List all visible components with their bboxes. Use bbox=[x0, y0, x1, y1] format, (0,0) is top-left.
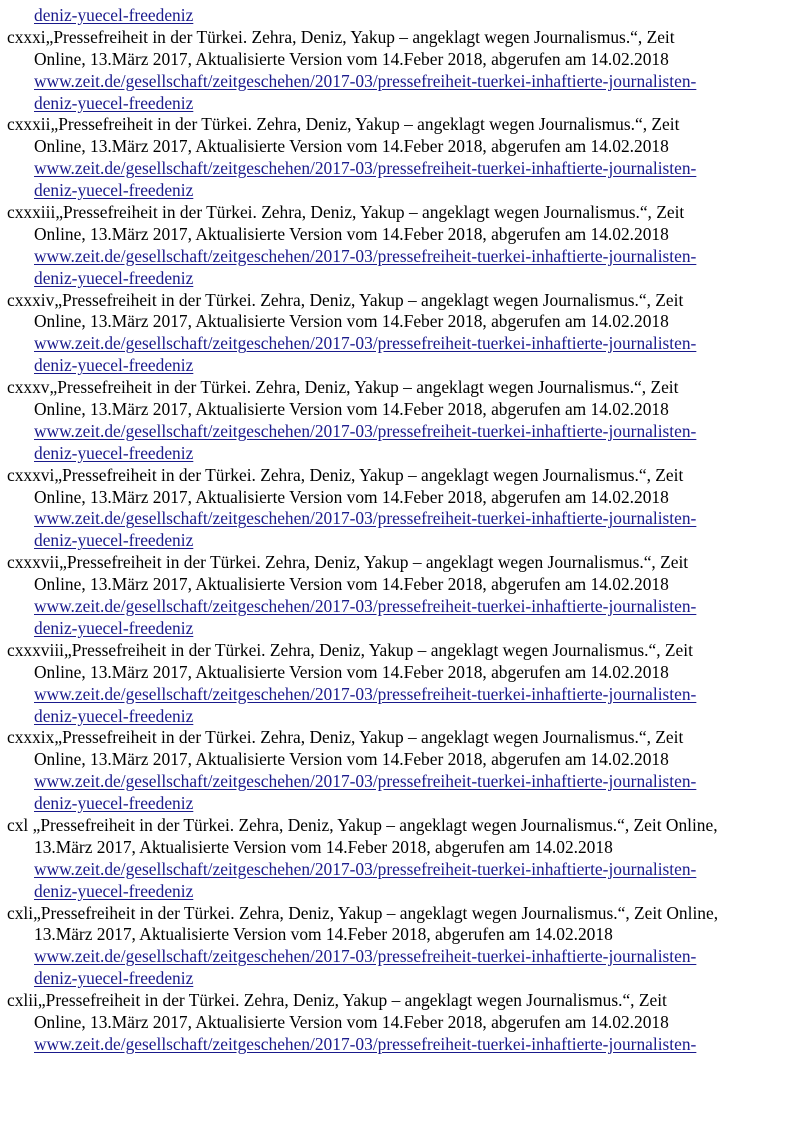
endnote-citation-text: „Pressefreiheit in der Türkei. Zehra, Deniz, Yakup – angeklagt wegen Journalismus.“, Zeit bbox=[64, 639, 693, 660]
endnote-url-link[interactable]: www.zeit.de/gesellschaft/zeitgeschehen/2017-03/pressefreiheit-tuerkei-inhaftierte-journalisten- bbox=[34, 596, 697, 617]
endnote-url-link[interactable]: www.zeit.de/gesellschaft/zeitgeschehen/2017-03/pressefreiheit-tuerkei-inhaftierte-journalisten- bbox=[34, 508, 697, 529]
endnote-citation-text: „Pressefreiheit in der Türkei. Zehra, Deniz, Yakup – angeklagt wegen Journalismus.“, Zeit bbox=[59, 552, 689, 573]
endnote-first-line bbox=[7, 377, 787, 399]
endnote-citation-text: „Pressefreiheit in der Türkei. Zehra, Deniz, Yakup – angeklagt wegen Journalismus.“, Zeit bbox=[45, 26, 675, 47]
endnote-first-line bbox=[7, 290, 787, 312]
endnote-citation-text: „Pressefreiheit in der Türkei. Zehra, Deniz, Yakup – angeklagt wegen Journalismus.“, Zeit bbox=[55, 202, 685, 223]
endnote-url-line bbox=[7, 508, 787, 530]
endnote-url-link-continued[interactable]: deniz-yuecel-freedeniz bbox=[34, 705, 194, 726]
endnote-url-link-continued[interactable]: deniz-yuecel-freedeniz bbox=[34, 793, 194, 814]
endnote-url-link[interactable]: www.zeit.de/gesellschaft/zeitgeschehen/2017-03/pressefreiheit-tuerkei-inhaftierte-journalisten- bbox=[34, 70, 697, 91]
endnote-first-line bbox=[7, 552, 787, 574]
endnote-url-line bbox=[7, 93, 787, 115]
endnote-entry bbox=[7, 290, 787, 378]
endnote-marker: cxxxii bbox=[7, 114, 51, 135]
endnote-url-link-continued[interactable]: deniz-yuecel-freedeniz bbox=[34, 617, 194, 638]
endnote-url-link[interactable]: www.zeit.de/gesellschaft/zeitgeschehen/2017-03/pressefreiheit-tuerkei-inhaftierte-journalisten- bbox=[34, 771, 697, 792]
endnote-first-line bbox=[7, 202, 787, 224]
endnote-url-link[interactable]: www.zeit.de/gesellschaft/zeitgeschehen/2017-03/pressefreiheit-tuerkei-inhaftierte-journalisten- bbox=[34, 1033, 697, 1054]
endnote-citation-continuation: Online, 13.März 2017, Aktualisierte Version vom 14.Feber 2018, abgerufen am 14.02.2018 bbox=[34, 661, 669, 682]
endnote-url-line bbox=[7, 530, 787, 552]
endnote-citation-continuation: Online, 13.März 2017, Aktualisierte Version vom 14.Feber 2018, abgerufen am 14.02.2018 bbox=[34, 48, 669, 69]
endnote-entry bbox=[7, 815, 787, 903]
endnote-citation-continuation: Online, 13.März 2017, Aktualisierte Version vom 14.Feber 2018, abgerufen am 14.02.2018 bbox=[34, 1011, 669, 1032]
continuation-url-link[interactable]: deniz-yuecel-freedeniz bbox=[34, 5, 194, 25]
endnote-citation-continuation: Online, 13.März 2017, Aktualisierte Version vom 14.Feber 2018, abgerufen am 14.02.2018 bbox=[34, 399, 669, 420]
endnote-url-link[interactable]: www.zeit.de/gesellschaft/zeitgeschehen/2017-03/pressefreiheit-tuerkei-inhaftierte-journalisten- bbox=[34, 158, 697, 179]
endnote-url-link[interactable]: www.zeit.de/gesellschaft/zeitgeschehen/2017-03/pressefreiheit-tuerkei-inhaftierte-journalisten- bbox=[34, 683, 697, 704]
endnote-marker: cxxxiii bbox=[7, 202, 56, 223]
endnote-url-line bbox=[7, 1034, 787, 1056]
endnote-first-line bbox=[7, 27, 787, 49]
endnote-url-link-continued[interactable]: deniz-yuecel-freedeniz bbox=[34, 355, 194, 376]
endnote-entry bbox=[7, 990, 787, 1056]
endnote-url-line bbox=[7, 158, 787, 180]
endnote-citation-continuation: Online, 13.März 2017, Aktualisierte Version vom 14.Feber 2018, abgerufen am 14.02.2018 bbox=[34, 574, 669, 595]
endnote-first-line bbox=[7, 815, 787, 837]
endnote-citation-text: „Pressefreiheit in der Türkei. Zehra, Deniz, Yakup – angeklagt wegen Journalismus.“, Zeit bbox=[37, 990, 667, 1011]
endnote-entry bbox=[7, 903, 787, 991]
continuation-line bbox=[7, 5, 787, 27]
endnote-entry bbox=[7, 114, 787, 202]
endnote-url-link[interactable]: www.zeit.de/gesellschaft/zeitgeschehen/2017-03/pressefreiheit-tuerkei-inhaftierte-journalisten- bbox=[34, 245, 697, 266]
endnote-url-line bbox=[7, 443, 787, 465]
endnote-url-line bbox=[7, 180, 787, 202]
endnote-marker: cxli bbox=[7, 902, 34, 923]
endnote-url-line bbox=[7, 771, 787, 793]
endnote-marker: cxxxviii bbox=[7, 639, 64, 660]
endnote-marker: cxxxi bbox=[7, 26, 46, 47]
endnote-url-line bbox=[7, 968, 787, 990]
endnote-first-line bbox=[7, 640, 787, 662]
endnote-citation-continuation: Online, 13.März 2017, Aktualisierte Version vom 14.Feber 2018, abgerufen am 14.02.2018 bbox=[34, 311, 669, 332]
endnote-url-link-continued[interactable]: deniz-yuecel-freedeniz bbox=[34, 530, 194, 551]
endnote-first-line bbox=[7, 990, 787, 1012]
endnote-citation-continuation: 13.März 2017, Aktualisierte Version vom 14.Feber 2018, abgerufen am 14.02.2018 bbox=[34, 836, 613, 857]
endnote-url-link-continued[interactable]: deniz-yuecel-freedeniz bbox=[34, 180, 194, 201]
endnote-url-link-continued[interactable]: deniz-yuecel-freedeniz bbox=[34, 267, 194, 288]
endnote-url-link-continued[interactable]: deniz-yuecel-freedeniz bbox=[34, 92, 194, 113]
endnote-url-line bbox=[7, 246, 787, 268]
endnote-entry bbox=[7, 377, 787, 465]
endnote-citation-continuation: Online, 13.März 2017, Aktualisierte Version vom 14.Feber 2018, abgerufen am 14.02.2018 bbox=[34, 223, 669, 244]
endnote-citation-continuation: Online, 13.März 2017, Aktualisierte Version vom 14.Feber 2018, abgerufen am 14.02.2018 bbox=[34, 136, 669, 157]
endnote-citation-text: „Pressefreiheit in der Türkei. Zehra, Deniz, Yakup – angeklagt wegen Journalismus.“, Zeit bbox=[50, 114, 680, 135]
endnote-marker: cxxxv bbox=[7, 377, 50, 398]
endnote-citation-continuation: 13.März 2017, Aktualisierte Version vom 14.Feber 2018, abgerufen am 14.02.2018 bbox=[34, 924, 613, 945]
endnote-url-link-continued[interactable]: deniz-yuecel-freedeniz bbox=[34, 880, 194, 901]
endnote-first-line bbox=[7, 465, 787, 487]
endnote-url-line bbox=[7, 618, 787, 640]
endnote-url-line bbox=[7, 684, 787, 706]
endnote-url-line bbox=[7, 355, 787, 377]
endnote-entry bbox=[7, 727, 787, 815]
endnote-url-link-continued[interactable]: deniz-yuecel-freedeniz bbox=[34, 968, 194, 989]
endnote-first-line bbox=[7, 903, 787, 925]
endnote-citation-text: „Pressefreiheit in der Türkei. Zehra, Deniz, Yakup – angeklagt wegen Journalismus.“, Zeit Online, bbox=[33, 902, 719, 923]
endnotes-container bbox=[7, 27, 787, 1056]
endnote-url-line bbox=[7, 421, 787, 443]
endnote-marker: cxxxiv bbox=[7, 289, 55, 310]
endnote-first-line bbox=[7, 114, 787, 136]
endnote-citation-text: „Pressefreiheit in der Türkei. Zehra, Deniz, Yakup – angeklagt wegen Journalismus.“, Zeit bbox=[54, 727, 684, 748]
endnote-marker: cxlii bbox=[7, 990, 38, 1011]
endnote-citation-continuation: Online, 13.März 2017, Aktualisierte Version vom 14.Feber 2018, abgerufen am 14.02.2018 bbox=[34, 749, 669, 770]
endnote-marker: cxxxvii bbox=[7, 552, 60, 573]
endnote-url-line bbox=[7, 596, 787, 618]
endnote-first-line bbox=[7, 727, 787, 749]
endnote-url-link-continued[interactable]: deniz-yuecel-freedeniz bbox=[34, 442, 194, 463]
endnote-url-line bbox=[7, 793, 787, 815]
endnote-citation-text: „Pressefreiheit in der Türkei. Zehra, Deniz, Yakup – angeklagt wegen Journalismus.“, Zeit Online, bbox=[32, 814, 718, 835]
endnote-entry bbox=[7, 27, 787, 115]
endnote-entry bbox=[7, 552, 787, 640]
endnote-url-line bbox=[7, 333, 787, 355]
endnote-url-line bbox=[7, 859, 787, 881]
endnote-url-line bbox=[7, 71, 787, 93]
endnote-citation-text: „Pressefreiheit in der Türkei. Zehra, Deniz, Yakup – angeklagt wegen Journalismus.“, Zeit bbox=[54, 289, 684, 310]
endnote-citation-continuation: Online, 13.März 2017, Aktualisierte Version vom 14.Feber 2018, abgerufen am 14.02.2018 bbox=[34, 486, 669, 507]
endnote-url-link[interactable]: www.zeit.de/gesellschaft/zeitgeschehen/2017-03/pressefreiheit-tuerkei-inhaftierte-journalisten- bbox=[34, 333, 697, 354]
endnote-url-line bbox=[7, 881, 787, 903]
endnote-citation-text: „Pressefreiheit in der Türkei. Zehra, Deniz, Yakup – angeklagt wegen Journalismus.“, Zeit bbox=[54, 464, 684, 485]
endnote-marker: cxxxix bbox=[7, 727, 55, 748]
endnote-entry bbox=[7, 202, 787, 290]
endnote-citation-text: „Pressefreiheit in der Türkei. Zehra, Deniz, Yakup – angeklagt wegen Journalismus.“, Zeit bbox=[49, 377, 679, 398]
endnote-url-line bbox=[7, 706, 787, 728]
endnote-url-link[interactable]: www.zeit.de/gesellschaft/zeitgeschehen/2017-03/pressefreiheit-tuerkei-inhaftierte-journalisten- bbox=[34, 946, 697, 967]
endnote-url-link[interactable]: www.zeit.de/gesellschaft/zeitgeschehen/2017-03/pressefreiheit-tuerkei-inhaftierte-journalisten- bbox=[34, 420, 697, 441]
endnote-url-line bbox=[7, 268, 787, 290]
endnotes-list bbox=[7, 5, 787, 1056]
endnote-entry bbox=[7, 640, 787, 728]
endnote-url-link[interactable]: www.zeit.de/gesellschaft/zeitgeschehen/2017-03/pressefreiheit-tuerkei-inhaftierte-journalisten- bbox=[34, 858, 697, 879]
endnote-entry bbox=[7, 465, 787, 553]
endnote-marker: cxxxvi bbox=[7, 464, 55, 485]
endnote-url-line bbox=[7, 946, 787, 968]
endnote-marker: cxl bbox=[7, 814, 33, 835]
